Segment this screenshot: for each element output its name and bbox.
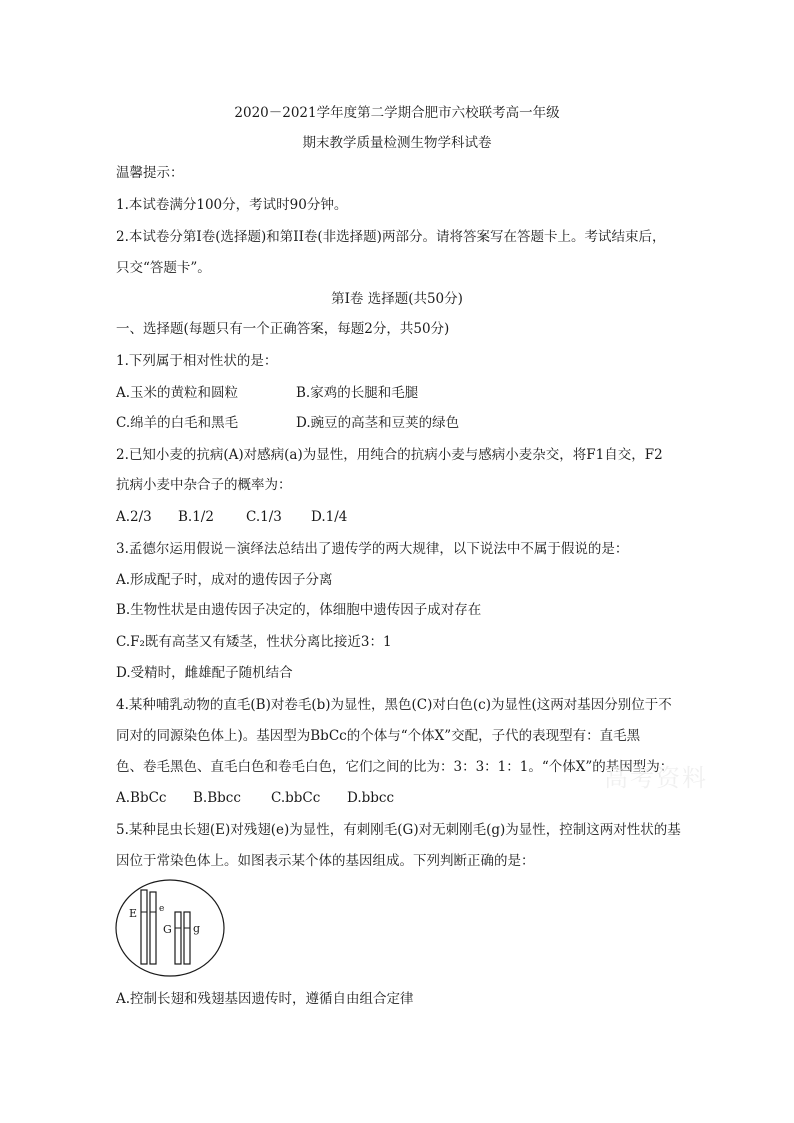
gene-label-G: G <box>163 923 172 936</box>
q5-stem-line2: 因位于常染色体上。如图表示某个体的基因组成。下列判断正确的是： <box>116 853 535 869</box>
notice-item-2-line1: 2.本试卷分第I卷(选择题)和第II卷(非选择题)两部分。请将答案写在答题卡上。考试结束后， <box>116 229 666 245</box>
q1-option-d: D.豌豆的高茎和豆荚的绿色 <box>296 415 460 431</box>
exam-title-line1: 2020－2021学年度第二学期合肥市六校联考高一年级 <box>234 105 560 121</box>
chromosome-1 <box>141 890 147 964</box>
q4-option-c: C.bbCc <box>271 790 321 806</box>
q4-option-a: A.BbCc <box>116 790 167 806</box>
q5-stem-line1: 5.某种昆虫长翅(E)对残翅(e)为显性，有刺刚毛(G)对无刺刚毛(g)为显性，控制这两对性状的基 <box>116 822 681 838</box>
gene-label-E: E <box>129 907 138 920</box>
chromosome-4 <box>184 912 190 964</box>
watermark-logo <box>604 758 708 793</box>
q4-stem-line2: 同对的同源染色体上)。基因型为BbCc的个体与“个体X”交配，子代的表现型有：直毛黑 <box>116 728 641 744</box>
exam-title-line2: 期末教学质量检测生物学科试卷 <box>302 135 492 151</box>
q1-option-c: C.绵羊的白毛和黑毛 <box>116 415 239 431</box>
q4-option-d: D.bbcc <box>347 790 395 806</box>
q2-stem-line1: 2.已知小麦的抗病(A)对感病(a)为显性，用纯合的抗病小麦与感病小麦杂交，将F1自交，F2 <box>116 447 663 463</box>
q2-option-b: B.1/2 <box>178 509 214 525</box>
q3-option-d: D.受精时，雌雄配子随机结合 <box>116 665 293 681</box>
q2-option-c: C.1/3 <box>246 509 282 525</box>
part-title: 一、选择题(每题只有一个正确答案，每题2分，共50分) <box>116 321 450 337</box>
notice-item-2-line2: 只交“答题卡”。 <box>116 260 211 276</box>
gene-label-e: e <box>159 904 165 914</box>
watermark-text: 高考资料 <box>604 764 708 792</box>
q1-option-b: B.家鸡的长腿和毛腿 <box>296 385 419 401</box>
cell-diagram <box>112 876 232 980</box>
chromosome-figure <box>112 876 232 980</box>
q1-option-a: A.玉米的黄粒和圆粒 <box>116 385 239 401</box>
notice-header: 温馨提示： <box>116 165 184 181</box>
q2-stem-line2: 抗病小麦中杂合子的概率为： <box>116 477 292 493</box>
q2-option-d: D.1/4 <box>311 509 348 525</box>
q4-stem-line3: 色、卷毛黑色、直毛白色和卷毛白色，它们之间的比为：3：3：1：1。“个体X”的基因型为： <box>116 759 674 775</box>
q4-option-b: B.Bbcc <box>193 790 241 806</box>
notice-item-1: 1.本试卷满分100分，考试时90分钟。 <box>116 197 348 213</box>
q3-option-c: C.F₂既有高茎又有矮茎，性状分离比接近3：1 <box>116 634 392 650</box>
q3-stem: 3.孟德尔运用假说－演绎法总结出了遗传学的两大规律，以下说法中不属于假说的是： <box>116 541 629 557</box>
gene-label-g: g <box>193 922 201 935</box>
q1-stem: 1.下列属于相对性状的是： <box>116 353 278 369</box>
chromosome-3 <box>175 912 181 964</box>
q5-option-a: A.控制长翅和残翅基因遗传时，遵循自由组合定律 <box>116 991 414 1007</box>
q3-option-a: A.形成配子时，成对的遗传因子分离 <box>116 572 333 588</box>
q4-stem-line1: 4.某种哺乳动物的直毛(B)对卷毛(b)为显性，黑色(C)对白色(c)为显性(这两对基因分别位于不 <box>116 697 672 713</box>
section-title: 第I卷 选择题(共50分) <box>331 291 463 307</box>
q3-option-b: B.生物性状是由遗传因子决定的，体细胞中遗传因子成对存在 <box>116 602 482 618</box>
q2-option-a: A.2/3 <box>116 509 152 525</box>
chromosome-2 <box>150 892 156 964</box>
